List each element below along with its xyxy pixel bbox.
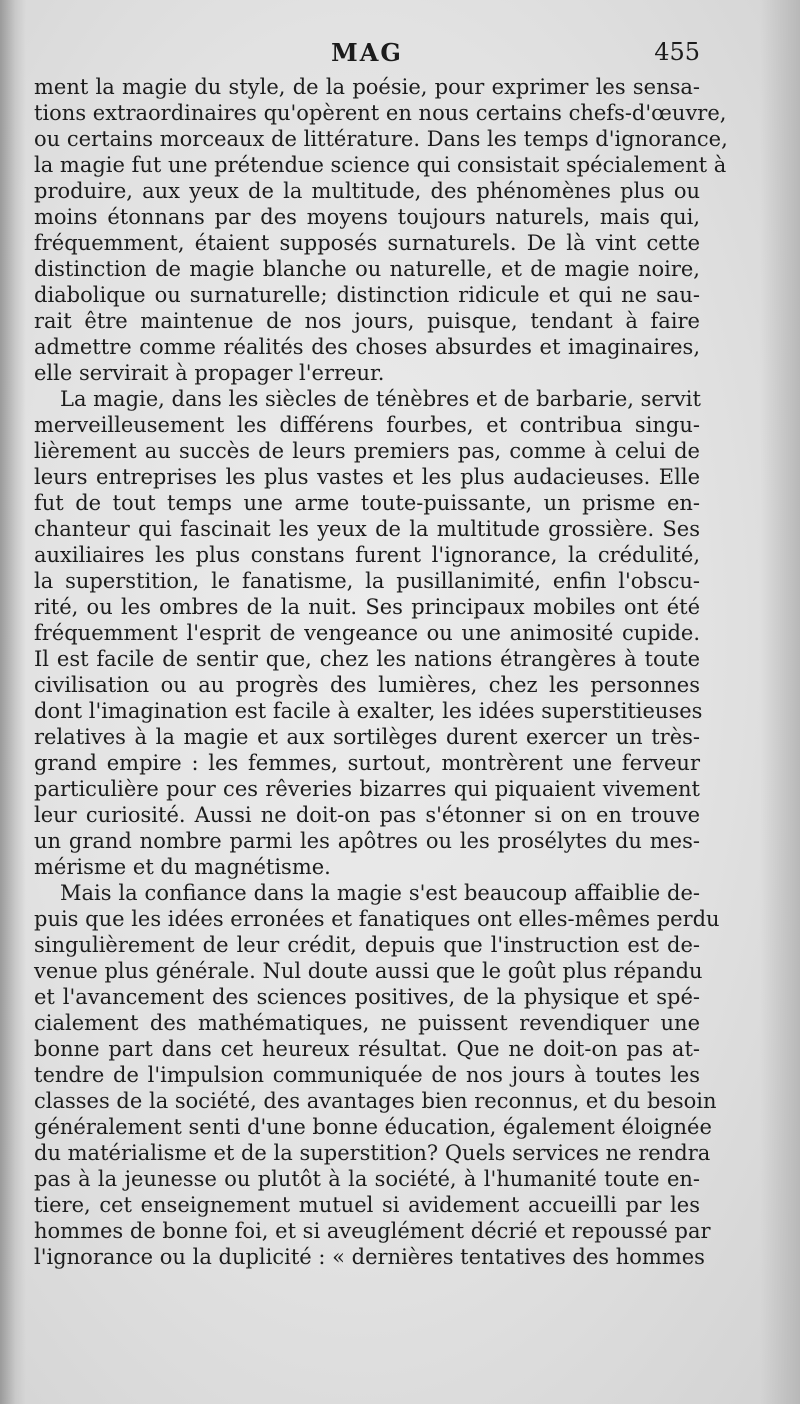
- text-line: singulièrement de leur crédit, depuis que l'instruction est de-: [34, 933, 700, 957]
- text-line: fréquemment l'esprit de vengeance ou une animosité cupide.: [34, 621, 700, 645]
- text-line: tiere, cet enseignement mutuel si avidement accueilli par les: [34, 1193, 700, 1217]
- text-line: tions extraordinaires qu'opèrent en nous certains chefs-d'œuvre,: [34, 101, 727, 125]
- text-line: la magie fut une prétendue science qui consistait spécialement à: [34, 153, 727, 177]
- text-line: venue plus générale. Nul doute aussi que le goût plus répandu: [34, 959, 703, 983]
- text-line: leurs entreprises les plus vastes et les plus audacieuses. Elle: [34, 465, 700, 489]
- text-line: pas à la jeunesse ou plutôt à la société, à l'humanité toute en-: [34, 1167, 700, 1191]
- text-line: civilisation ou au progrès des lumières, chez les personnes: [34, 673, 700, 697]
- text-line: rait être maintenue de nos jours, puisque, tendant à faire: [34, 309, 700, 333]
- text-line: bonne part dans cet heureux résultat. Que ne doit-on pas at-: [34, 1037, 700, 1061]
- text-line: fréquemment, étaient supposés surnaturels. De là vint cette: [34, 231, 700, 255]
- text-line: merveilleusement les différens fourbes, et contribua singu-: [34, 413, 700, 437]
- text-line: leur curiosité. Aussi ne doit-on pas s'étonner si on en trouve: [34, 803, 700, 827]
- text-line: grand empire : les femmes, surtout, montrèrent une ferveur: [34, 751, 700, 775]
- text-line: dont l'imagination est facile à exalter, les idées superstitieuses: [34, 699, 703, 723]
- text-line: ment la magie du style, de la poésie, pour exprimer les sensa-: [34, 75, 700, 99]
- text-line: la superstition, le fanatisme, la pusillanimité, enfin l'obscu-: [34, 569, 700, 593]
- text-line: relatives à la magie et aux sortilèges durent exercer un très-: [34, 725, 700, 749]
- text-line: classes de la société, des avantages bien reconnus, et du besoin: [34, 1089, 717, 1113]
- text-line: mérisme et du magnétisme.: [34, 855, 331, 879]
- text-line: un grand nombre parmi les apôtres ou les prosélytes du mes-: [34, 829, 700, 853]
- text-line: ou certains morceaux de littérature. Dans les temps d'ignorance,: [34, 127, 728, 151]
- page-header: [34, 38, 700, 72]
- text-line: elle servirait à propager l'erreur.: [34, 361, 385, 385]
- text-line: fut de tout temps une arme toute-puissante, un prisme en-: [34, 491, 700, 515]
- text-line: auxiliaires les plus constans furent l'ignorance, la crédulité,: [34, 543, 700, 567]
- text-line: tendre de l'impulsion communiquée de nos jours à toutes les: [34, 1063, 700, 1087]
- text-line: La magie, dans les siècles de ténèbres et de barbarie, servit: [60, 387, 701, 411]
- text-line: particulière pour ces rêveries bizarres qui piquaient vivement: [34, 777, 700, 801]
- text-line: rité, ou les ombres de la nuit. Ses principaux mobiles ont été: [34, 595, 700, 619]
- text-line: produire, aux yeux de la multitude, des phénomènes plus ou: [34, 179, 700, 203]
- text-line: diabolique ou surnaturelle; distinction ridicule et qui ne sau-: [34, 283, 700, 307]
- text-line: et l'avancement des sciences positives, de la physique et spé-: [34, 985, 700, 1009]
- text-line: l'ignorance ou la duplicité : « dernières tentatives des hommes: [34, 1245, 705, 1269]
- text-line: moins étonnans par des moyens toujours naturels, mais qui,: [34, 205, 700, 229]
- text-line: chanteur qui fascinait les yeux de la multitude grossière. Ses: [34, 517, 700, 541]
- text-line: généralement senti d'une bonne éducation, également éloignée: [34, 1115, 712, 1139]
- text-line: lièrement au succès de leurs premiers pas, comme à celui de: [34, 439, 700, 463]
- text-line: cialement des mathématiques, ne puissent revendiquer une: [34, 1011, 700, 1035]
- text-line: puis que les idées erronées et fanatiques ont elles-mêmes perdu: [34, 907, 720, 931]
- text-line: admettre comme réalités des choses absurdes et imaginaires,: [34, 335, 700, 359]
- body-text: [34, 74, 728, 1270]
- text-line: du matérialisme et de la superstition? Quels services ne rendra: [34, 1141, 711, 1165]
- running-head: MAG: [331, 38, 403, 67]
- text-line: Il est facile de sentir que, chez les nations étrangères à toute: [34, 647, 700, 671]
- text-line: distinction de magie blanche ou naturelle, et de magie noire,: [34, 257, 700, 281]
- text-line: hommes de bonne foi, et si aveuglément décrié et repoussé par: [34, 1219, 711, 1243]
- page-number: 455: [654, 38, 700, 66]
- text-line: Mais la confiance dans la magie s'est beaucoup affaiblie de-: [60, 881, 700, 905]
